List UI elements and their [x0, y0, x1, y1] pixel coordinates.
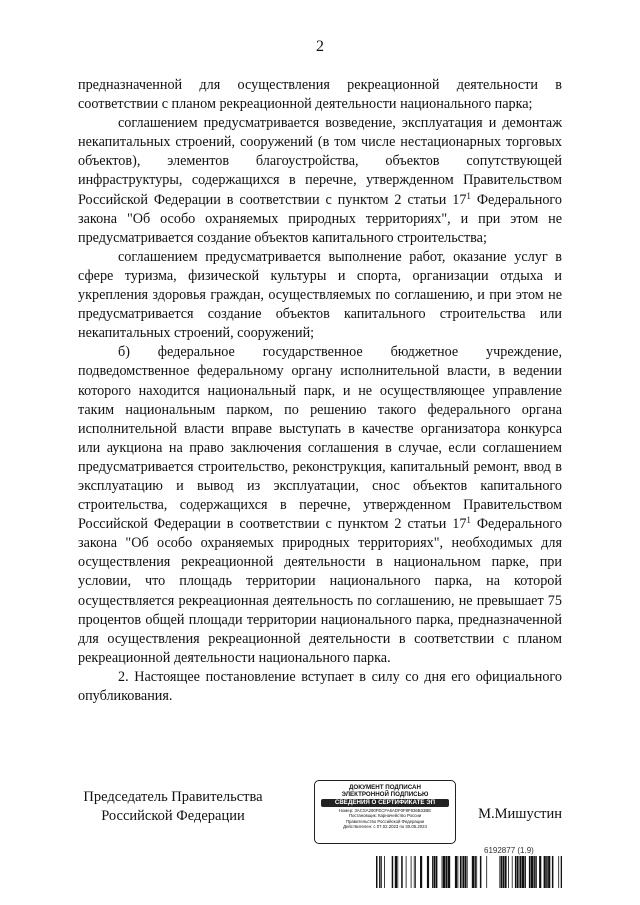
paragraph — [78, 114, 562, 248]
signatory-title-line2: Российской Федерации — [101, 808, 245, 824]
barcode-bar — [517, 856, 519, 888]
barcode-bar — [401, 856, 403, 888]
barcode-bar — [427, 856, 429, 888]
barcode-bar — [552, 856, 554, 888]
paragraph-text: Федерального закона "Об особо охраняемых природных территориях", и при этом не предусматривается создание объектов капитального строительства; — [78, 191, 562, 246]
barcode-bar — [432, 856, 434, 888]
barcode-bar — [476, 856, 477, 888]
barcode-bar — [531, 856, 533, 888]
barcode-bar — [467, 856, 468, 888]
barcode-bar — [434, 856, 436, 888]
barcode-bar — [376, 856, 378, 888]
barcode-bar — [458, 856, 459, 888]
paragraph-text: б) федеральное государственное бюджетное учреждение, подведомственное федеральному органу исполнительной власти, в ведении которого находится национальный парк, и не осуществляющее управление таким национальным парком, по решению такого федерального органа исполнительной власти вправе выступать в качестве организатора конкурса или аукциона на право заключения соглашения в случае, если соглашением предусматривается строительство, реконструкция, капитальный ремонт, ввод в эксплуатацию и вывод из эксплуатации, снос объектов капитального строительства, содержащихся в перечне, утвержденном Правительством Российской Федерации в соответствии с пунктом 2 статьи 17 — [78, 344, 562, 533]
superscript: 1 — [466, 515, 471, 526]
barcode-bar — [455, 856, 457, 888]
electronic-signature-stamp — [314, 780, 456, 844]
barcode-bar — [442, 856, 443, 888]
barcode-bar — [512, 856, 513, 888]
barcode-bar — [508, 856, 509, 888]
paragraph — [78, 668, 562, 706]
stamp-validity: Действителен: с 07.02.2023 по 30.05.2024 — [343, 824, 427, 830]
barcode-bar — [529, 856, 531, 888]
paragraph-text: соглашением предусматривается выполнение работ, оказание услуг в сфере туризма, физической культуры и спорта, организации отдыха и укрепления здоровья граждан, осуществляемых по соглашению, и при этом не предусматривается создание объектов капитального строительства или некапитальных строений, сооружений; — [78, 248, 562, 342]
barcode-bar — [548, 856, 550, 888]
stamp-owner: Постановщик: Карначейство России — [348, 813, 422, 819]
signatory-title-line1: Председатель Правительства — [83, 789, 263, 805]
paragraph-text: Федерального закона "Об особо охраняемых природных территориях", необходимых для осуществления рекреационной деятельности в национальном парке, при условии, что площадь территории национального парка, на которой осуществляется рекреационная деятельность по соглашению, не превышает 75 процентов общей площади территории национального парка, предназначенной для осуществления рекреационной деятельности в соответствии с планом рекреационной деятельности национального парка. — [78, 516, 562, 666]
barcode-bar — [533, 856, 535, 888]
signatory-name: М.Мишустин — [478, 806, 562, 822]
barcode-bar — [460, 856, 462, 888]
barcode-bar — [474, 856, 476, 888]
stamp-line1: ДОКУМЕНТ ПОДПИСАН — [349, 784, 421, 791]
barcode-image — [376, 856, 562, 888]
barcode-bar — [544, 856, 546, 888]
paragraph — [78, 76, 562, 114]
stamp-certificate-header: СВЕДЕНИЯ О СЕРТИФИКАТЕ ЭП — [321, 799, 449, 807]
barcode-bar — [503, 856, 505, 888]
barcode-bar — [384, 856, 385, 888]
paragraph-text: предназначенной для осуществления рекреационной деятельности в соответствии с планом рекреационной деятельности национального парка; — [78, 77, 562, 113]
barcode-bar — [406, 856, 407, 888]
barcode-bar — [499, 856, 500, 888]
document-body — [78, 76, 562, 706]
page-number: 2 — [316, 38, 324, 55]
paragraph — [78, 343, 562, 668]
barcode-bar — [415, 856, 416, 888]
paragraph — [78, 248, 562, 343]
stamp-cert-number: Номер: 3ACSA290FECFA6ADF0F8F936B33BE — [338, 808, 432, 813]
barcode-bar — [561, 856, 562, 888]
barcode-bar — [448, 856, 450, 888]
paragraph-text: 2. Настоящее постановление вступает в силу со дня его официального опубликования. — [78, 668, 562, 704]
barcode-bar — [443, 856, 445, 888]
barcode-bar — [463, 856, 465, 888]
barcode-bar — [535, 856, 537, 888]
paragraph-text: соглашением предусматривается возведение, эксплуатация и демонтаж некапитальных строений, сооружений (в том числе нестационарных торговых объектов), элементов благоустройства, объектов сопутствующей инфраструктуры, содержащихся в перечне, утвержденном Правительством Российской Федерации в соответствии с пунктом 2 статьи 17 — [78, 115, 562, 208]
barcode-bar — [546, 856, 548, 888]
barcode-bar — [411, 856, 412, 888]
barcode-bar — [524, 856, 526, 888]
barcode-bar — [414, 856, 415, 888]
barcode-bar — [436, 856, 438, 888]
barcode-bar — [420, 856, 422, 888]
barcode-bar — [462, 856, 463, 888]
barcode-bar — [381, 856, 382, 888]
barcode-bar — [480, 856, 482, 888]
barcode-bar — [558, 856, 559, 888]
barcode-bar — [539, 856, 541, 888]
barcode-bar — [515, 856, 517, 888]
stamp-organization: Правительство Российской Федерации — [345, 818, 425, 824]
document-code: 6192877 (1.9) — [484, 846, 534, 855]
barcode-bar — [392, 856, 394, 888]
signatory-title — [78, 788, 268, 826]
superscript: 1 — [466, 190, 471, 201]
barcode-bar — [472, 856, 474, 888]
barcode-bar — [445, 856, 447, 888]
barcode-bar — [379, 856, 381, 888]
barcode-bar — [519, 856, 520, 888]
barcode-bar — [501, 856, 503, 888]
barcode-bar — [465, 856, 467, 888]
barcode-bar — [395, 856, 397, 888]
barcode-bar — [397, 856, 398, 888]
barcode-bar — [486, 856, 487, 888]
barcode-bar — [504, 856, 506, 888]
barcode-bar — [522, 856, 524, 888]
stamp-line2: ЭЛЕКТРОННОЙ ПОДПИСЬЮ — [341, 791, 429, 798]
barcode-bar — [520, 856, 522, 888]
